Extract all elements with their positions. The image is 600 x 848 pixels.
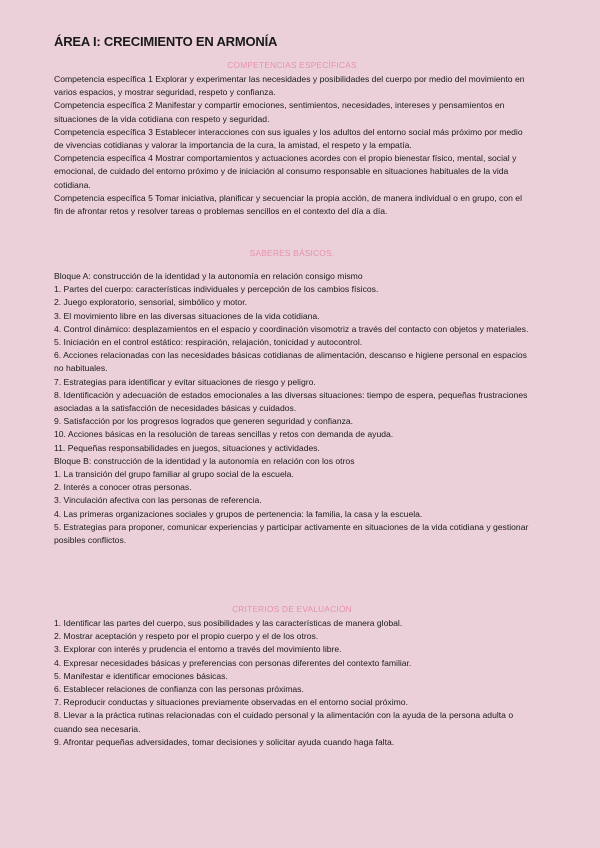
- competencia-4: Competencia específica 4 Mostrar comportamientos y actuaciones acordes con el propio bienestar físico, mental, social y emocional, de cuidado del entorno próximo y de iniciación al consumo responsable en situaciones habituales de la vida cotidiana.: [54, 153, 517, 190]
- competencia-1: Competencia específica 1 Explorar y experimentar las necesidades y posibilidades del cuerpo por medio del movimiento en varios espacios, y mostrar seguridad, respeto y confianza.: [54, 74, 525, 98]
- saberes-heading: SABERES BÁSICOS.: [249, 248, 335, 258]
- bloque-a-item: 9. Satisfacción por los progresos logrados que generen seguridad y confianza.: [54, 416, 354, 427]
- criterio-item: 7. Reproducir conductas y situaciones previamente observadas en el entorno social próximo.: [54, 697, 408, 708]
- bloque-a-item: 4. Control dinámico: desplazamientos en el espacio y coordinación visomotriz a través del contacto con objetos y materiales.: [54, 323, 529, 334]
- bloque-b-item: 2. Interés a conocer otras personas.: [54, 482, 192, 493]
- bloque-b-item: 1. La transición del grupo familiar al grupo social de la escuela.: [54, 469, 294, 480]
- competencia-3: Competencia específica 3 Establecer interacciones con sus iguales y los adultos del entorno social más próximo por medio de vivencias cotidianas y valorar la importancia de la cura, la amistad, el respeto y la empatía.: [54, 126, 523, 151]
- bloque-a-item: 6. Acciones relacionadas con las necesidades básicas cotidianas de alimentación, descanso e higiene personal en espacios no habituales.: [54, 350, 527, 374]
- bloque-a-item: 1. Partes del cuerpo: características individuales y percepción de los cambios físicos.: [54, 284, 379, 295]
- bloque-a-item: 2. Juego exploratorio, sensorial, simbólico y motor.: [54, 297, 247, 308]
- criterios-heading: CRITERIOS DE EVALUACIÓN: [232, 604, 352, 614]
- competencias-heading: COMPETENCIAS ESPECÍFICAS: [227, 60, 357, 70]
- criterios-section: [54, 604, 530, 749]
- bloque-a-item: 8. Identificación y adecuación de estados emocionales a las diversas situaciones: tiempo de espera, pequeñas frustraciones asociadas a la satisfacción de necesidades básicas y cuidados.: [54, 389, 528, 414]
- criterio-item: 6. Establecer relaciones de confianza con las personas próximas.: [54, 684, 304, 695]
- page-title: ÁREA I: CRECIMIENTO EN ARMONÍA: [54, 34, 278, 49]
- criterio-item: 2. Mostrar aceptación y respeto por el propio cuerpo y el de los otros.: [54, 631, 319, 642]
- criterio-item: 5. Manifestar e identificar emociones básicas.: [54, 670, 228, 681]
- criterio-item: 4. Expresar necesidades básicas y preferencias con personas diferentes del contexto familiar.: [54, 657, 412, 668]
- bloque-b-item: 3. Vinculación afectiva con las personas de referencia.: [54, 495, 262, 506]
- bloque-a-title: Bloque A: construcción de la identidad y la autonomía en relación consigo mismo: [54, 271, 363, 281]
- bloque-b-item: 5. Estrategias para proponer, comunicar experiencias y participar activamente en situaciones de la vida cotidiana y gestionar posibles conflictos.: [54, 521, 529, 546]
- bloque-a-item: 3. El movimiento libre en las diversas situaciones de la vida cotidiana.: [54, 310, 320, 321]
- competencia-5: Competencia específica 5 Tomar iniciativa, planificar y secuenciar la propia acción, de manera individual o en grupo, con el fin de afrontar retos y resolver tareas o problemas sencillos en el contexto del día a día.: [54, 192, 522, 217]
- bloque-b-item: 4. Las primeras organizaciones sociales y grupos de pertenencia: la familia, la casa y la escuela.: [54, 508, 423, 519]
- bloque-a-item: 11. Pequeñas responsabilidades en juegos, situaciones y actividades.: [54, 442, 320, 453]
- competencia-2: Competencia específica 2 Manifestar y compartir emociones, sentimientos, necesidades, intereses y pensamientos en situaciones de la vida cotidiana con respeto y seguridad.: [54, 100, 505, 124]
- criterio-item: 1. Identificar las partes del cuerpo, sus posibilidades y las características de manera global.: [54, 618, 403, 628]
- criterio-item: 9. Afrontar pequeñas adversidades, tomar decisiones y solicitar ayuda cuando haga falta.: [54, 736, 395, 747]
- criterio-item: 3. Explorar con interés y prudencia el entorno a través del movimiento libre.: [54, 644, 342, 655]
- bloque-a-item: 7. Estrategias para identificar y evitar situaciones de riesgo y peligro.: [54, 376, 316, 387]
- bloque-a-item: 5. Iniciación en el control estático: respiración, relajación, tonicidad y autocontrol.: [54, 337, 363, 348]
- bloque-a-item: 10. Acciones básicas en la resolución de tareas sencillas y retos con demanda de ayuda.: [54, 429, 394, 440]
- competencias-section: [54, 60, 530, 218]
- saberes-section: [54, 248, 530, 547]
- bloque-b-title: Bloque B: construcción de la identidad y la autonomía en relación con los otros: [54, 455, 355, 466]
- criterio-item: 8. Llevar a la práctica rutinas relacionadas con el cuidado personal y la alimentación con la ayuda de la persona adulta o cuando sea necesaria.: [54, 710, 514, 734]
